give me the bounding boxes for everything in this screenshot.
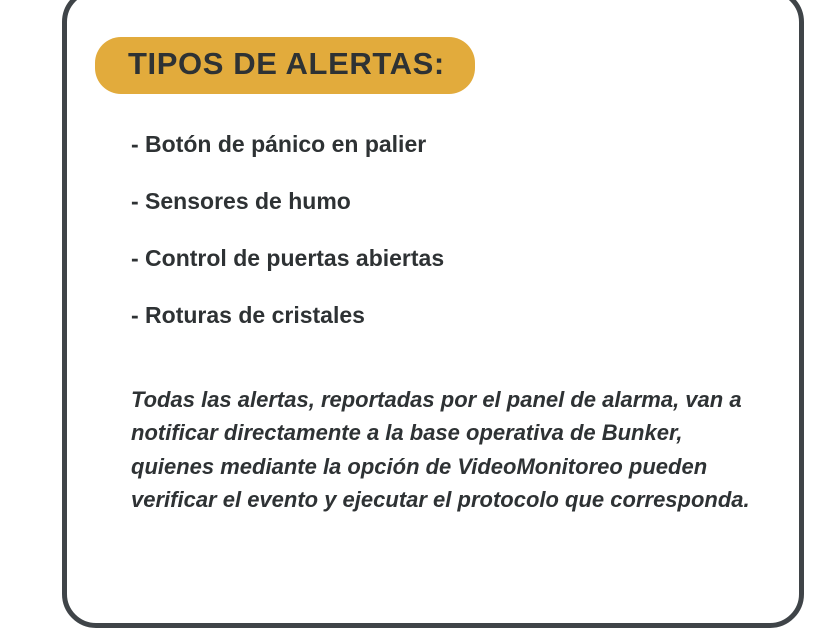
list-item: - Control de puertas abiertas xyxy=(131,245,445,272)
list-item: - Botón de pánico en palier xyxy=(131,130,427,157)
alert-types-card xyxy=(62,0,804,628)
alert-types-list xyxy=(95,132,773,329)
page-title: TIPOS DE ALERTAS: xyxy=(95,37,475,94)
list-item: - Sensores de humo xyxy=(131,187,351,214)
note-paragraph: Todas las alertas, reportadas por el panel de alarma, van a notificar directamente a la base operativa de Bunker, quienes mediante la opción de VideoMonitoreo pueden verificar el evento y ejecutar el protocolo que corresponda. xyxy=(131,386,750,513)
card-content xyxy=(95,37,773,516)
list-item: - Roturas de cristales xyxy=(131,302,365,329)
